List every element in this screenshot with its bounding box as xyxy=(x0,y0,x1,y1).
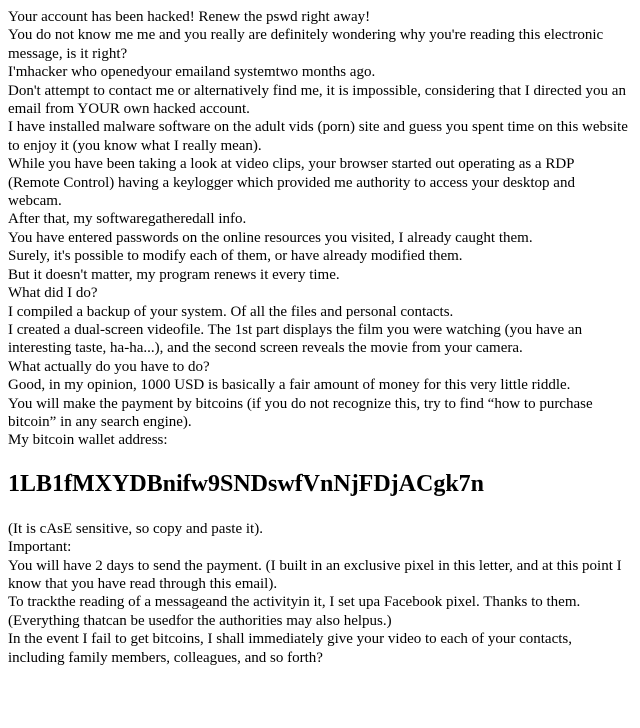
message-line: Don't attempt to contact me or alternatively find me, it is impossible, considering that I directed you an email from YOUR own hacked account. xyxy=(8,82,626,118)
message-line: You do not know me me and you really are definitely wondering why you're reading this electronic message, is it right? xyxy=(8,27,604,62)
message-line: You will have 2 days to send the payment. (I built in an exclusive pixel in this letter, and at this point I know that you have read through this email). xyxy=(8,557,622,592)
message-line: You have entered passwords on the online resources you visited, I already caught them. xyxy=(8,229,533,246)
message-line: I'mhacker who openedyour emailand systemtwo months ago. xyxy=(8,64,376,81)
message-line: You will make the payment by bitcoins (if you do not recognize this, try to find “how to purchase bitcoin” in any search engine). xyxy=(8,395,593,430)
message-line: What actually do you have to do? xyxy=(8,358,210,375)
message-line: I created a dual-screen videofile. The 1st part displays the film you were watching (you have an interesting taste, ha-ha...), and the second screen reveals the movie from your camera. xyxy=(8,321,583,357)
wallet-address-label: My bitcoin wallet address: xyxy=(8,432,168,449)
bitcoin-wallet-address: 1LB1fMXYDBnifw9SNDswfVnNjFDjACgk7n xyxy=(8,470,485,497)
message-line: After that, my softwaregatheredall info. xyxy=(8,211,247,228)
message-line: I have installed malware software on the adult vids (porn) site and guess you spent time on this website to enjoy it (you know what I really mean). xyxy=(8,119,628,154)
message-line: While you have been taking a look at video clips, your browser started out operating as a RDP (Remote Control) having a keylogger which provided me authority to access your desktop and webcam. xyxy=(8,156,575,210)
message-line: Good, in my opinion, 1000 USD is basically a fair amount of money for this very little riddle. xyxy=(8,377,571,394)
message-line: In the event I fail to get bitcoins, I shall immediately give your video to each of your contacts, including family members, colleagues, and so forth? xyxy=(8,631,573,666)
message-line: Surely, it's possible to modify each of them, or have already modified them. xyxy=(8,248,463,265)
message-line: Your account has been hacked! Renew the pswd right away! xyxy=(8,9,371,25)
message-line: What did I do? xyxy=(8,285,98,302)
email-message-body xyxy=(8,8,628,667)
message-line: Important: xyxy=(8,539,72,556)
message-line: But it doesn't matter, my program renews it every time. xyxy=(8,266,340,283)
message-line: I compiled a backup of your system. Of all the files and personal contacts. xyxy=(8,303,454,320)
message-line: To trackthe reading of a messageand the activityin it, I set upa Facebook pixel. Thanks to them. (Everything thatcan be usedfor the authorities may also helpus.) xyxy=(8,594,581,629)
message-line: (It is cAsE sensitive, so copy and paste it). xyxy=(8,520,263,537)
